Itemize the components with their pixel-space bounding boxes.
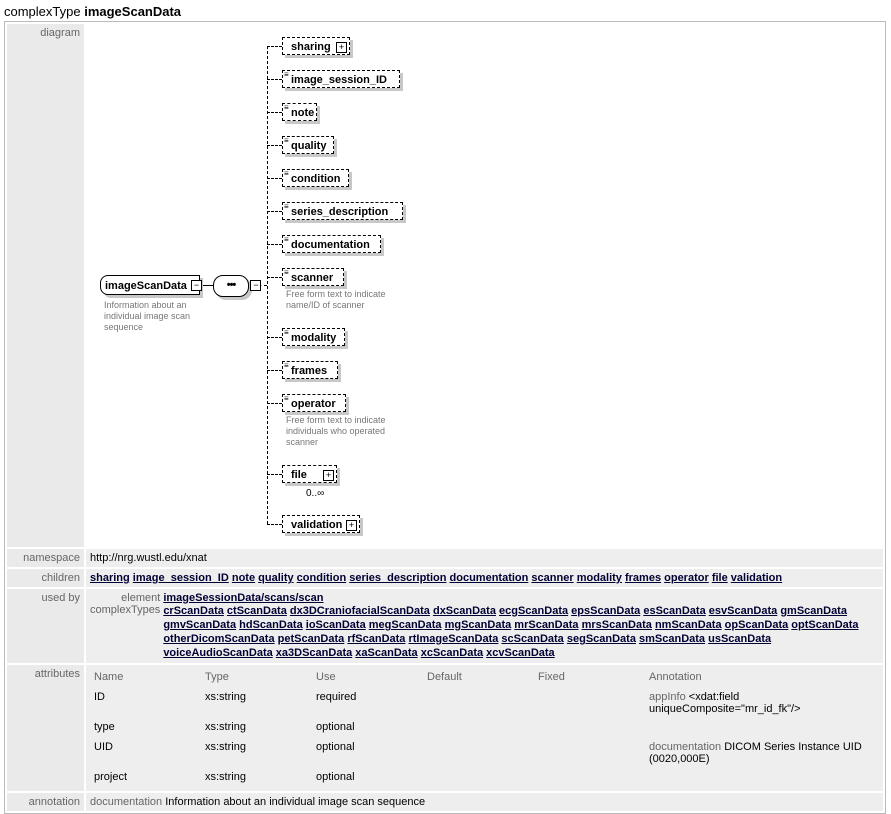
attr-fixed	[534, 688, 645, 718]
complextype-link[interactable]: hdScanData	[239, 619, 303, 631]
simple-content-icon: ≡	[284, 235, 289, 244]
connector-line	[267, 337, 282, 338]
child-link[interactable]: sharing	[90, 572, 130, 584]
simple-content-icon: ≡	[284, 268, 289, 277]
child-element-documentation[interactable]: ≡ documentation	[282, 235, 381, 253]
connector-line	[267, 112, 282, 113]
page-title	[4, 4, 181, 19]
attr-default	[423, 738, 534, 768]
attr-type: xs:string	[205, 771, 246, 783]
connector-line	[267, 145, 282, 146]
root-annotation: Information about an individual image scan sequence	[104, 300, 191, 332]
child-element-quality[interactable]: ≡ quality	[282, 136, 334, 154]
simple-content-icon: ≡	[284, 136, 289, 145]
namespace-label: namespace	[7, 549, 84, 567]
connector-line	[267, 370, 282, 371]
attributes-header	[90, 668, 879, 688]
complextype-link[interactable]: otherDicomScanData	[163, 633, 275, 645]
child-element-image_session_ID[interactable]: ≡ image_session_ID	[282, 70, 400, 88]
child-link[interactable]: documentation	[449, 572, 529, 584]
connector-line	[267, 79, 282, 80]
child-element-condition[interactable]: ≡ condition	[282, 169, 349, 187]
simple-content-icon: ≡	[284, 169, 289, 178]
complextype-link[interactable]: mgScanData	[444, 619, 512, 631]
complextype-link[interactable]: gmScanData	[780, 605, 847, 617]
child-link[interactable]: note	[231, 572, 256, 584]
attr-use: optional	[316, 741, 355, 753]
connector-line	[267, 244, 282, 245]
complextype-link[interactable]: megScanData	[368, 619, 442, 631]
child-link[interactable]: validation	[730, 572, 783, 584]
complextype-link[interactable]: dx3DCraniofacialScanData	[289, 605, 430, 617]
complextype-link[interactable]: scScanData	[501, 633, 564, 645]
expand-icon[interactable]: +	[336, 42, 347, 53]
connector-line	[267, 178, 282, 179]
attr-default	[423, 768, 534, 788]
column-header: Annotation	[649, 671, 702, 683]
attr-annotation	[645, 718, 879, 738]
attr-fixed	[534, 718, 645, 738]
title-name: imageScanData	[84, 4, 182, 19]
attr-annotation	[645, 768, 879, 788]
connector-line	[267, 403, 282, 404]
complextypes-label: complexTypes	[90, 604, 161, 616]
complextype-link[interactable]: esvScanData	[708, 605, 778, 617]
complextype-link[interactable]: mrsScanData	[581, 619, 652, 631]
complextype-link[interactable]: esScanData	[643, 605, 706, 617]
simple-content-icon: ≡	[284, 361, 289, 370]
attr-default	[423, 688, 534, 718]
attr-type: xs:string	[205, 691, 246, 703]
complextype-link[interactable]: xcvScanData	[486, 647, 555, 659]
simple-content-icon: ≡	[284, 103, 289, 112]
child-link[interactable]: operator	[664, 572, 709, 584]
attr-fixed	[534, 768, 645, 788]
child-element-operator[interactable]: ≡ operator	[282, 394, 346, 412]
attributes-label: attributes	[7, 665, 84, 791]
connector-line	[267, 524, 282, 525]
diagram	[86, 24, 883, 547]
diagram-label: diagram	[7, 24, 84, 547]
root-element-imageScanData[interactable]: imageScanData −	[100, 275, 200, 295]
collapse-icon[interactable]: −	[191, 280, 202, 291]
child-link[interactable]: condition	[296, 572, 347, 584]
title-kind: complexType	[4, 4, 81, 19]
child-link[interactable]: file	[711, 572, 728, 584]
child-link[interactable]: scanner	[531, 572, 574, 584]
connector-line	[267, 211, 282, 212]
collapse-icon[interactable]: −	[250, 280, 261, 291]
connector-line	[267, 46, 268, 524]
complextype-link[interactable]: smScanData	[639, 633, 706, 645]
sequence-compositor[interactable]: ••• −	[213, 275, 249, 297]
child-link[interactable]: modality	[576, 572, 622, 584]
attributes-table	[90, 668, 879, 788]
child-element-note[interactable]: ≡ note	[282, 103, 317, 121]
complextype-link[interactable]: segScanData	[566, 633, 636, 645]
complextypes-list	[163, 604, 879, 660]
children-label: children	[7, 569, 84, 587]
complextype-link[interactable]: gmvScanData	[163, 619, 237, 631]
complextype-link[interactable]: ioScanData	[305, 619, 366, 631]
complextype-link[interactable]: voiceAudioScanData	[163, 647, 273, 659]
attr-annotation: documentation DICOM Series Instance UID (0020,000E)	[649, 741, 862, 765]
used-by-label: used by	[7, 589, 84, 663]
simple-content-icon: ≡	[284, 328, 289, 337]
attr-name: type	[94, 721, 115, 733]
complextype-link[interactable]: xcScanData	[420, 647, 484, 659]
attr-use: required	[316, 691, 357, 703]
child-link[interactable]: series_description	[349, 572, 447, 584]
complextype-link[interactable]: crScanData	[163, 605, 224, 617]
child-element-file[interactable]: file +	[282, 465, 337, 483]
annotation-text: Information about an individual image scan sequence	[165, 796, 426, 808]
attr-fixed	[534, 738, 645, 768]
attribute-row	[90, 688, 879, 718]
attr-use: optional	[316, 771, 355, 783]
connector-line	[267, 474, 282, 475]
child-element-sharing[interactable]: sharing +	[282, 37, 350, 55]
simple-content-icon: ≡	[284, 202, 289, 211]
complextype-link[interactable]: ctScanData	[226, 605, 287, 617]
child-link[interactable]: image_session_ID	[132, 572, 229, 584]
child-link[interactable]: frames	[624, 572, 662, 584]
complextype-link[interactable]: ecgScanData	[499, 605, 569, 617]
complextype-link[interactable]: opScanData	[724, 619, 789, 631]
attr-type: xs:string	[205, 741, 246, 753]
children-list	[86, 569, 883, 587]
namespace-value: http://nrg.wustl.edu/xnat	[86, 549, 883, 567]
child-annotation: Free form text to indicate name/ID of scanner	[286, 289, 386, 310]
column-header: Name	[94, 671, 124, 683]
child-element-frames[interactable]: ≡ frames	[282, 361, 338, 379]
complextype-link[interactable]: xa3DScanData	[275, 647, 353, 659]
child-element-scanner[interactable]: ≡ scanner	[282, 268, 344, 286]
attr-name: ID	[94, 691, 105, 703]
complextype-link[interactable]: mrScanData	[514, 619, 579, 631]
complextype-link[interactable]: petScanData	[277, 633, 345, 645]
column-header: Type	[205, 671, 229, 683]
child-annotation: Free form text to indicate individuals who operated scanner	[286, 415, 386, 447]
expand-icon[interactable]: +	[346, 520, 357, 531]
child-element-validation[interactable]: validation +	[282, 515, 360, 533]
annotation-type: documentation	[90, 796, 163, 808]
complextype-link[interactable]: dxScanData	[432, 605, 496, 617]
column-header: Default	[427, 671, 462, 683]
attr-use: optional	[316, 721, 355, 733]
complextype-link[interactable]: rfScanData	[347, 633, 406, 645]
simple-content-icon: ≡	[284, 70, 289, 79]
attr-name: UID	[94, 741, 113, 753]
attr-name: project	[94, 771, 128, 783]
complextype-link[interactable]: nmScanData	[654, 619, 722, 631]
attribute-row	[90, 718, 879, 738]
cardinality: 0..∞	[306, 488, 325, 499]
simple-content-icon: ≡	[284, 394, 289, 403]
complextype-link[interactable]: epsScanData	[571, 605, 641, 617]
complextype-link[interactable]: usScanData	[708, 633, 772, 645]
child-link[interactable]: quality	[258, 572, 294, 584]
column-header: Fixed	[538, 671, 565, 683]
attributes	[86, 665, 883, 791]
annotation-label: annotation	[7, 793, 84, 811]
attribute-row	[90, 738, 879, 768]
element-label: element	[121, 592, 161, 604]
complextype-link[interactable]: rtImageScanData	[408, 633, 499, 645]
attr-default	[423, 718, 534, 738]
child-element-series_description[interactable]: ≡ series_description	[282, 202, 403, 220]
schema-table	[4, 21, 886, 814]
complextype-link[interactable]: optScanData	[791, 619, 859, 631]
attr-type: xs:string	[205, 721, 246, 733]
expand-icon[interactable]: +	[323, 470, 334, 481]
complextype-link[interactable]: xaScanData	[355, 647, 418, 659]
connector-line	[267, 46, 282, 47]
annotation	[86, 793, 883, 811]
attr-annotation: appInfo <xdat:field uniqueComposite="mr_id_fk"/>	[649, 691, 801, 715]
used-by-element-link[interactable]: imageSessionData/scans/scan	[163, 592, 324, 604]
attribute-row	[90, 768, 879, 788]
used-by	[86, 589, 883, 663]
connector-line	[267, 277, 282, 278]
column-header: Use	[316, 671, 336, 683]
child-element-modality[interactable]: ≡ modality	[282, 328, 345, 346]
